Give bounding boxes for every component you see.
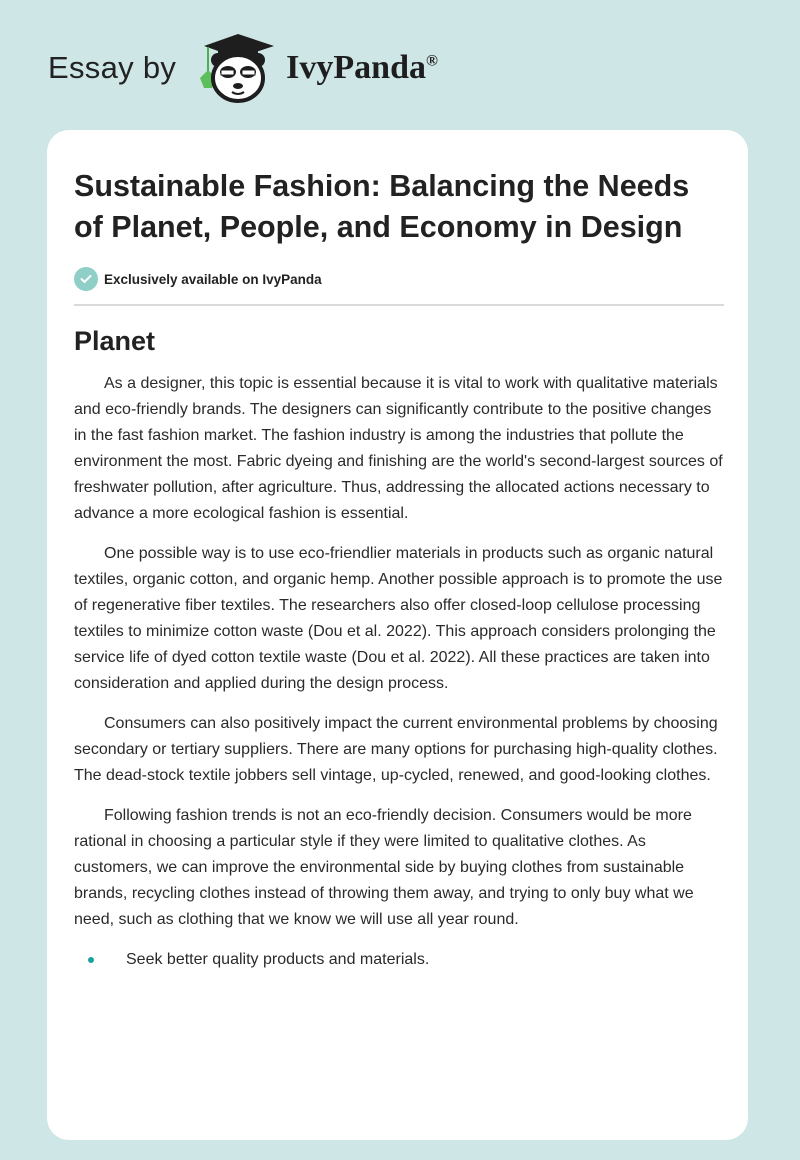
- paragraph: As a designer, this topic is essential because it is vital to work with qualitative materials and eco-friendly brands. The designers can significantly contribute to the positive changes in the fast fashion market. The fashion industry is among the industries that pollute the environment the most. Fabric dyeing and finishing are the world's second-largest sources of freshwater pollution, after agriculture. Thus, addressing the allocated actions necessary to advance a more ecological fashion is essential.: [74, 375, 723, 522]
- check-icon: [74, 267, 98, 291]
- site-header: [48, 30, 438, 105]
- exclusive-label: Exclusively available on IvyPanda: [104, 271, 322, 287]
- essay-title: Sustainable Fashion: Balancing the Needs of Planet, People, and Economy in Design: [74, 169, 690, 244]
- paragraph: One possible way is to use eco-friendlier materials in products such as organic natural textiles, organic cotton, and organic hemp. Another possible approach is to promote the use of regenerative fiber textiles. The researchers also offer closed-loop cellulose processing textiles to minimize cotton waste (Dou et al. 2022). This approach considers prolonging the service life of dyed cotton textile waste (Dou et al. 2022). All these practices are taken into consideration and applied during the design process.: [74, 545, 723, 692]
- bullet-icon: [88, 957, 94, 963]
- list-item-text: Seek better quality products and materials.: [126, 951, 430, 968]
- brand-text: IvyPanda: [286, 48, 426, 86]
- list-item: [74, 947, 724, 973]
- paragraph: Following fashion trends is not an eco-friendly decision. Consumers would be more rational in choosing a particular style if they were limited to qualitative clothes. As customers, we can improve the environmental side by buying clothes from sustainable brands, recycling clothes instead of throwing them away, and trying to only buy what we need, such as clothing that we know we will use all year round.: [74, 807, 694, 928]
- exclusive-badge: [74, 267, 724, 291]
- divider: [74, 304, 724, 306]
- bullet-list: [74, 947, 724, 973]
- registered-mark: ®: [426, 52, 438, 70]
- essay-by-label: Essay by: [48, 49, 177, 85]
- ivypanda-logo-icon[interactable]: [196, 30, 280, 105]
- essay-card: [47, 130, 748, 1140]
- brand-name[interactable]: [286, 49, 438, 87]
- section-heading: Planet: [74, 326, 156, 356]
- paragraph: Consumers can also positively impact the current environmental problems by choosing secondary or tertiary suppliers. There are many options for purchasing high-quality clothes. The dead-stock textile jobbers sell vintage, up-cycled, renewed, and good-looking clothes.: [74, 715, 718, 784]
